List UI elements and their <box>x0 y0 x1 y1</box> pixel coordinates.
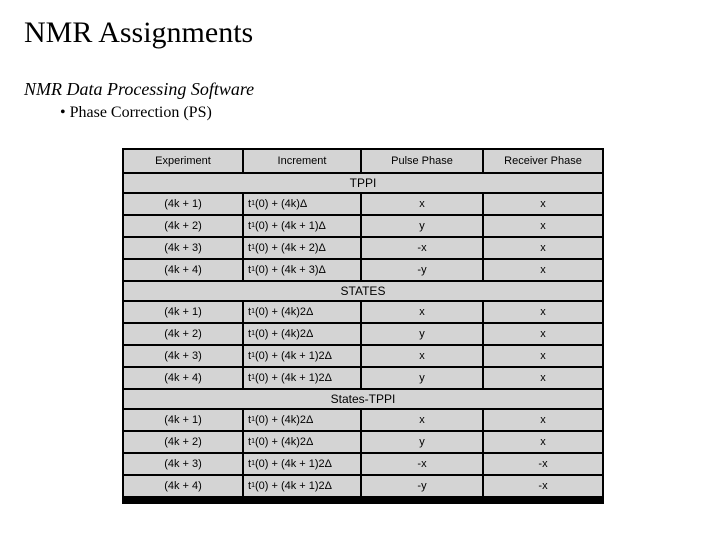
increment-cell: t 1 (0) + (4k + 1)2Δ <box>244 454 360 474</box>
section-title: STATES <box>124 282 602 300</box>
increment-expression: (0) + (4k + 2)Δ <box>254 242 326 254</box>
increment-expression: (0) + (4k + 1)Δ <box>254 220 326 232</box>
increment-cell: t 1 (0) + (4k + 2)Δ <box>244 238 360 258</box>
increment-cell: t 1 (0) + (4k)2Δ <box>244 302 360 322</box>
increment-cell: t 1 (0) + (4k + 1)2Δ <box>244 368 360 388</box>
pulse-phase-cell: -y <box>362 476 482 496</box>
pulse-phase-cell: y <box>362 368 482 388</box>
receiver-phase-cell: x <box>484 410 602 430</box>
increment-prefix: t <box>248 264 252 276</box>
experiment-cell: (4k + 3) <box>124 238 242 258</box>
receiver-phase-cell: x <box>484 194 602 214</box>
increment-prefix: t <box>248 436 252 448</box>
pulse-phase-cell: -x <box>362 454 482 474</box>
increment-prefix: t <box>248 458 252 470</box>
header-increment: Increment <box>244 150 360 172</box>
phase-table <box>122 148 604 504</box>
increment-cell: t 1 (0) + (4k)2Δ <box>244 410 360 430</box>
increment-prefix: t <box>248 306 252 318</box>
experiment-cell: (4k + 2) <box>124 216 242 236</box>
increment-expression: (0) + (4k)2Δ <box>254 436 314 448</box>
increment-cell: t 1 (0) + (4k + 1)2Δ <box>244 476 360 496</box>
pulse-phase-cell: -y <box>362 260 482 280</box>
increment-expression: (0) + (4k)Δ <box>254 198 308 210</box>
increment-expression: (0) + (4k + 1)2Δ <box>254 458 333 470</box>
receiver-phase-cell: x <box>484 346 602 366</box>
experiment-cell: (4k + 3) <box>124 454 242 474</box>
increment-cell: t 1 (0) + (4k)2Δ <box>244 324 360 344</box>
increment-expression: (0) + (4k + 1)2Δ <box>254 372 333 384</box>
receiver-phase-cell: -x <box>484 476 602 496</box>
increment-prefix: t <box>248 372 252 384</box>
receiver-phase-cell: x <box>484 302 602 322</box>
pulse-phase-cell: y <box>362 432 482 452</box>
increment-expression: (0) + (4k + 3)Δ <box>254 264 326 276</box>
pulse-phase-cell: x <box>362 410 482 430</box>
header-experiment: Experiment <box>124 150 242 172</box>
increment-prefix: t <box>248 350 252 362</box>
receiver-phase-cell: x <box>484 368 602 388</box>
header-pulse-phase: Pulse Phase <box>362 150 482 172</box>
receiver-phase-cell: x <box>484 432 602 452</box>
increment-cell: t 1 (0) + (4k)2Δ <box>244 432 360 452</box>
increment-prefix: t <box>248 480 252 492</box>
experiment-cell: (4k + 4) <box>124 260 242 280</box>
receiver-phase-cell: x <box>484 324 602 344</box>
pulse-phase-cell: x <box>362 346 482 366</box>
increment-expression: (0) + (4k + 1)2Δ <box>254 480 333 492</box>
increment-expression: (0) + (4k + 1)2Δ <box>254 350 333 362</box>
increment-prefix: t <box>248 414 252 426</box>
increment-expression: (0) + (4k)2Δ <box>254 414 314 426</box>
increment-expression: (0) + (4k)2Δ <box>254 306 314 318</box>
section-title: States-TPPI <box>124 390 602 408</box>
pulse-phase-cell: y <box>362 324 482 344</box>
bullet-item: • Phase Correction (PS) <box>60 104 212 121</box>
header-receiver-phase: Receiver Phase <box>484 150 602 172</box>
increment-cell: t 1 (0) + (4k + 1)2Δ <box>244 346 360 366</box>
pulse-phase-cell: x <box>362 194 482 214</box>
increment-prefix: t <box>248 198 252 210</box>
experiment-cell: (4k + 4) <box>124 368 242 388</box>
receiver-phase-cell: x <box>484 216 602 236</box>
page-title: NMR Assignments <box>24 16 254 49</box>
section-title: TPPI <box>124 174 602 192</box>
increment-prefix: t <box>248 220 252 232</box>
experiment-cell: (4k + 1) <box>124 194 242 214</box>
experiment-cell: (4k + 4) <box>124 476 242 496</box>
receiver-phase-cell: x <box>484 260 602 280</box>
page-subtitle: NMR Data Processing Software <box>24 79 255 99</box>
increment-expression: (0) + (4k)2Δ <box>254 328 314 340</box>
experiment-cell: (4k + 1) <box>124 410 242 430</box>
experiment-cell: (4k + 2) <box>124 324 242 344</box>
experiment-cell: (4k + 2) <box>124 432 242 452</box>
increment-prefix: t <box>248 328 252 340</box>
experiment-cell: (4k + 1) <box>124 302 242 322</box>
pulse-phase-cell: y <box>362 216 482 236</box>
increment-prefix: t <box>248 242 252 254</box>
pulse-phase-cell: -x <box>362 238 482 258</box>
increment-cell: t 1 (0) + (4k + 1)Δ <box>244 216 360 236</box>
increment-cell: t 1 (0) + (4k + 3)Δ <box>244 260 360 280</box>
receiver-phase-cell: x <box>484 238 602 258</box>
receiver-phase-cell: -x <box>484 454 602 474</box>
pulse-phase-cell: x <box>362 302 482 322</box>
increment-cell: t 1 (0) + (4k)Δ <box>244 194 360 214</box>
experiment-cell: (4k + 3) <box>124 346 242 366</box>
